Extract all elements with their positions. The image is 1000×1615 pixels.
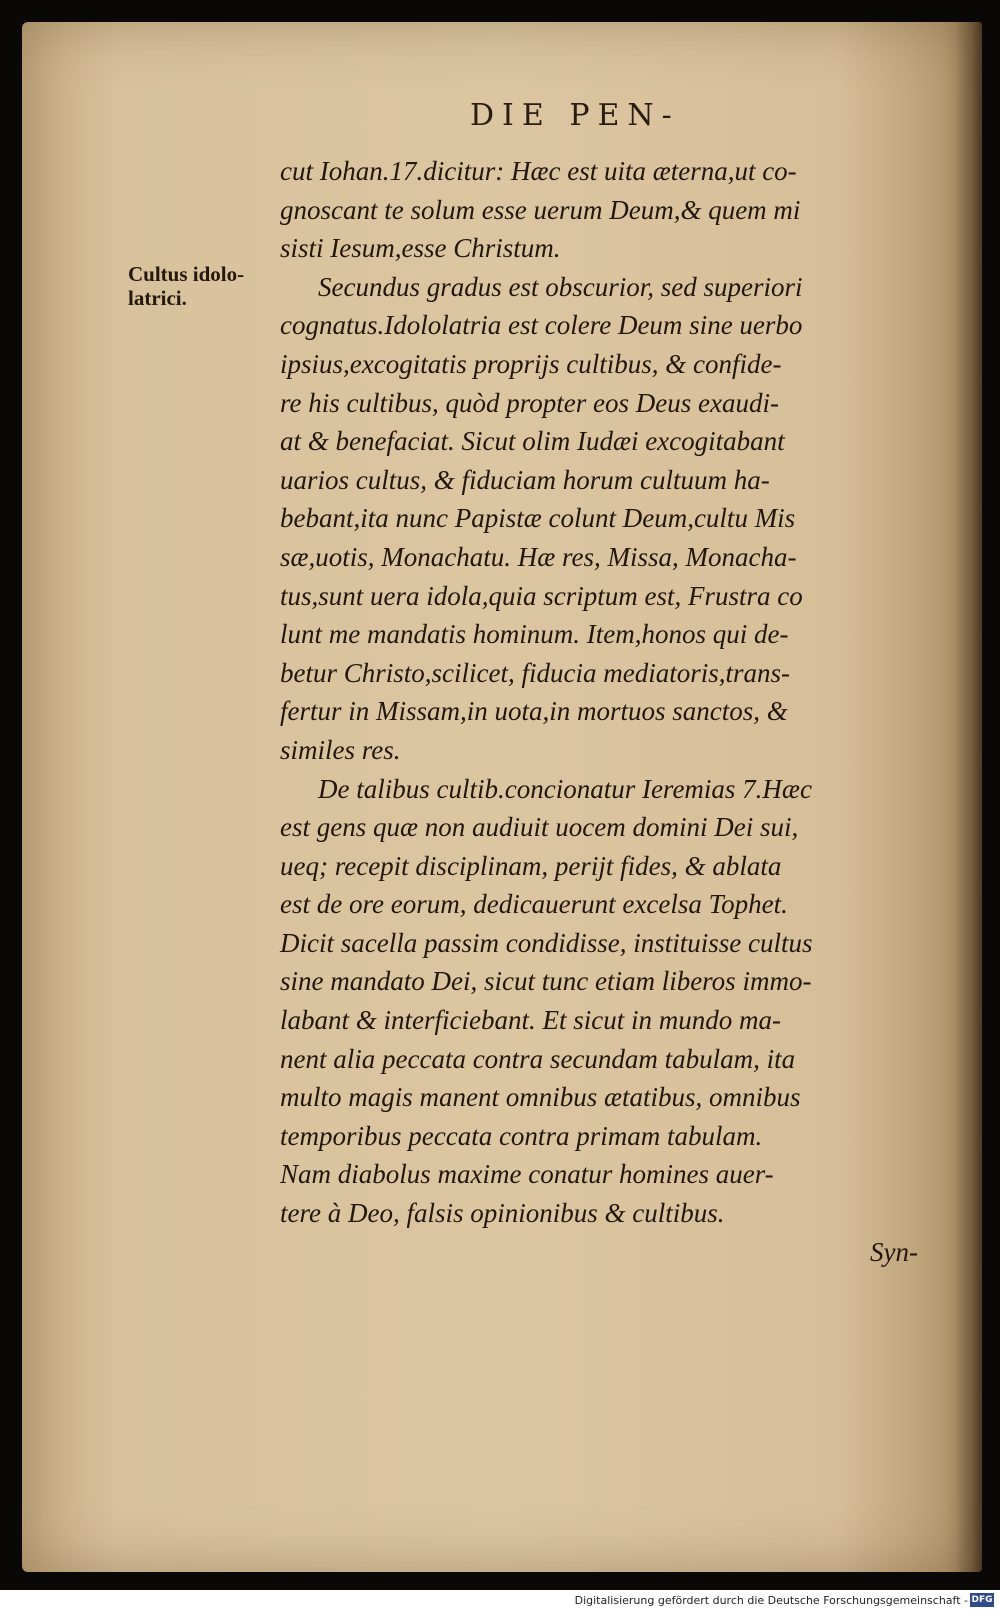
text-line: betur Christo,scilicet, fiducia mediatoris,trans- xyxy=(280,657,790,688)
text-line: est de ore eorum, dedicauerunt excelsa Tophet. xyxy=(280,889,788,920)
text-line: re his cultibus, quòd propter eos Deus exaudi- xyxy=(280,387,779,418)
text-line: Secundus gradus est obscurior, sed superiori xyxy=(318,271,803,302)
text-line: tere à Deo, falsis opinionibus & cultibus. xyxy=(280,1198,725,1229)
margin-note-line: latrici. xyxy=(128,286,187,310)
text-line: Nam diabolus maxime conatur homines auer- xyxy=(280,1159,774,1190)
text-line: multo magis manent omnibus ætatibus, omnibus xyxy=(280,1082,801,1113)
text-line: cognatus.Idololatria est colere Deum sine uerbo xyxy=(280,310,803,341)
text-line: fertur in Missam,in uota,in mortuos sanctos, & xyxy=(280,696,788,727)
text-line: Dicit sacella passim condidisse, instituisse cultus xyxy=(280,927,813,958)
text-line: lunt me mandatis hominum. Item,honos qui de- xyxy=(280,619,789,650)
text-line: uarios cultus, & fiduciam horum cultuum ha- xyxy=(280,464,770,495)
body-text xyxy=(280,152,920,1271)
text-line: De talibus cultib.concionatur Ieremias 7.Hæc xyxy=(318,773,812,804)
text-line: ueq; recepit disciplinam, perijt fides, & ablata xyxy=(280,850,782,881)
text-line: cut Iohan.17.dicitur: Hæc est uita æterna,ut co- xyxy=(280,156,797,186)
text-line: sisti Iesum,esse Christum. xyxy=(280,233,561,264)
running-head: DIE PEN- xyxy=(470,98,680,133)
text-line: labant & interficiebant. Et sicut in mundo ma- xyxy=(280,1005,781,1036)
text-line: temporibus peccata contra primam tabulam. xyxy=(280,1120,763,1151)
text-line: similes res. xyxy=(280,734,401,765)
page-edge-shadow xyxy=(956,22,982,1572)
catchword: Syn- xyxy=(870,1236,918,1267)
text-line: ipsius,excogitatis proprijs cultibus, & confide- xyxy=(280,348,782,379)
text-line: gnoscant te solum esse uerum Deum,& quem mi xyxy=(280,194,801,225)
text-line: nent alia peccata contra secundam tabulam, ita xyxy=(280,1043,796,1074)
footer-credit: Digitalisierung gefördert durch die Deutsche Forschungsgemeinschaft - xyxy=(574,1594,968,1607)
text-line: sæ,uotis, Monachatu. Hæ res, Missa, Monacha- xyxy=(280,541,797,572)
dfg-logo: DFG xyxy=(971,1595,993,1605)
text-line: bebant,ita nunc Papistæ colunt Deum,cultu Mis xyxy=(280,503,796,534)
text-line: at & benefaciat. Sicut olim Iudæi excogitabant xyxy=(280,426,785,457)
text-line: sine mandato Dei, sicut tunc etiam liberos immo- xyxy=(280,966,812,997)
text-line: est gens quæ non audiuit uocem domini Dei sui, xyxy=(280,812,799,843)
margin-note-line: Cultus idolo- xyxy=(128,262,245,286)
text-line: tus,sunt uera idola,quia scriptum est, Frustra co xyxy=(280,580,803,611)
margin-note xyxy=(128,262,244,310)
